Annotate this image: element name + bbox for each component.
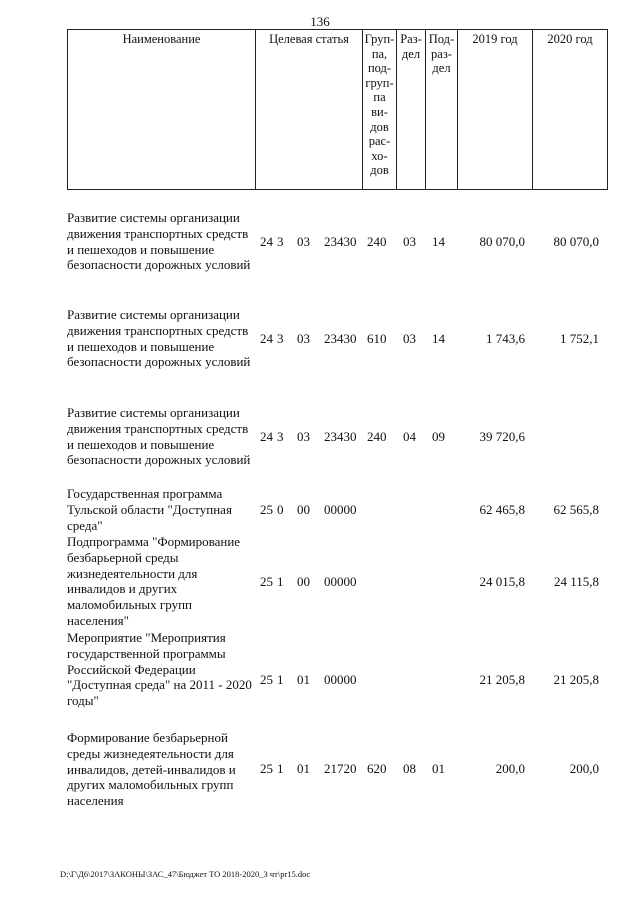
direction-code: 21720 [324, 761, 357, 776]
program-code: 24 [260, 429, 273, 444]
table-row [67, 630, 607, 710]
row-name: Развитие системы организации движения транспортных средств и пешеходов и повышение безопасности дорожных условий [67, 210, 251, 273]
header-target-article: Целевая статья [256, 30, 363, 190]
section-code: 03 [403, 331, 416, 346]
main-event-code: 00 [297, 502, 310, 517]
program-code: 25 [260, 761, 273, 776]
direction-code: 23430 [324, 429, 357, 444]
main-event-code: 00 [297, 574, 310, 589]
row-name: Развитие системы организации движения транспортных средств и пешеходов и повышение безопасности дорожных условий [67, 307, 251, 370]
row-name: Подпрограмма "Формирование безбарьерной среды жизнедеятельности для инвалидов и других маломобильных групп населения" [67, 534, 241, 628]
subprogram-code: 3 [277, 331, 284, 346]
amount-2019: 80 070,0 [479, 234, 525, 249]
amount-2019: 1 743,6 [486, 331, 525, 346]
header-name: Наименование [68, 30, 256, 190]
amount-2019: 21 205,8 [479, 672, 525, 687]
subsection-code: 14 [432, 234, 445, 249]
program-code: 25 [260, 574, 273, 589]
amount-2020: 24 115,8 [553, 574, 599, 589]
amount-2020: 1 752,1 [560, 331, 599, 346]
main-event-code: 03 [297, 331, 310, 346]
direction-code: 00000 [324, 574, 357, 589]
row-name: Мероприятие "Мероприятия государственной программы Российской Федерации "Доступная среда" на 2011 - 2020 годы" [67, 630, 252, 709]
amount-2020: 200,0 [569, 761, 599, 776]
subprogram-code: 1 [277, 672, 284, 687]
main-event-code: 01 [297, 761, 310, 776]
direction-code: 00000 [324, 672, 357, 687]
table-header [67, 29, 608, 190]
main-event-code: 01 [297, 672, 310, 687]
header-year-2019: 2019 год [458, 30, 533, 190]
table-row [67, 730, 607, 810]
subprogram-code: 1 [277, 574, 284, 589]
main-event-code: 03 [297, 234, 310, 249]
subprogram-code: 3 [277, 429, 284, 444]
expense-group-code: 240 [367, 234, 387, 249]
subsection-code: 14 [432, 331, 445, 346]
header-section: Раз- дел [397, 30, 426, 190]
row-name: Развитие системы организации движения транспортных средств и пешеходов и повышение безопасности дорожных условий [67, 405, 251, 468]
amount-2020: 80 070,0 [553, 234, 599, 249]
direction-code: 00000 [324, 502, 357, 517]
direction-code: 23430 [324, 234, 357, 249]
program-code: 24 [260, 331, 273, 346]
amount-2019: 39 720,6 [479, 429, 525, 444]
section-code: 08 [403, 761, 416, 776]
expense-group-code: 610 [367, 331, 387, 346]
subprogram-code: 1 [277, 761, 284, 776]
section-code: 03 [403, 234, 416, 249]
header-year-2020: 2020 год [533, 30, 608, 190]
subprogram-code: 3 [277, 234, 284, 249]
main-event-code: 03 [297, 429, 310, 444]
table-row [67, 405, 607, 469]
row-name: Государственная программа Тульской области "Доступная среда" [67, 486, 232, 533]
subsection-code: 01 [432, 761, 445, 776]
amount-2019: 200,0 [495, 761, 525, 776]
expense-group-code: 620 [367, 761, 387, 776]
amount-2019: 62 465,8 [479, 502, 525, 517]
amount-2019: 24 015,8 [479, 574, 525, 589]
direction-code: 23430 [324, 331, 357, 346]
row-name: Формирование безбарьерной среды жизнедеятельности для инвалидов, детей-инвалидов и других маломобильных групп населения [67, 730, 236, 809]
table-row [67, 307, 607, 371]
subprogram-code: 0 [277, 502, 284, 517]
program-code: 25 [260, 672, 273, 687]
program-code: 24 [260, 234, 273, 249]
header-expense-group: Груп- па, под- груп- па ви- дов рас- хо- дов [363, 30, 397, 190]
header-subsection: Под- раз- дел [426, 30, 458, 190]
page-number: 136 [310, 14, 330, 29]
expense-group-code: 240 [367, 429, 387, 444]
section-code: 04 [403, 429, 416, 444]
table-row [67, 210, 607, 274]
program-code: 25 [260, 502, 273, 517]
subsection-code: 09 [432, 429, 445, 444]
amount-2020: 21 205,8 [553, 672, 599, 687]
amount-2020: 62 565,8 [553, 502, 599, 517]
table-row [67, 486, 607, 534]
file-path-footer: D:\Г\Д6\2017\ЗАКОНЫ\ЗАС_47\Бюджет ТО 2018-2020_3 чт\pr15.doc [60, 869, 311, 879]
table-row [67, 534, 607, 628]
